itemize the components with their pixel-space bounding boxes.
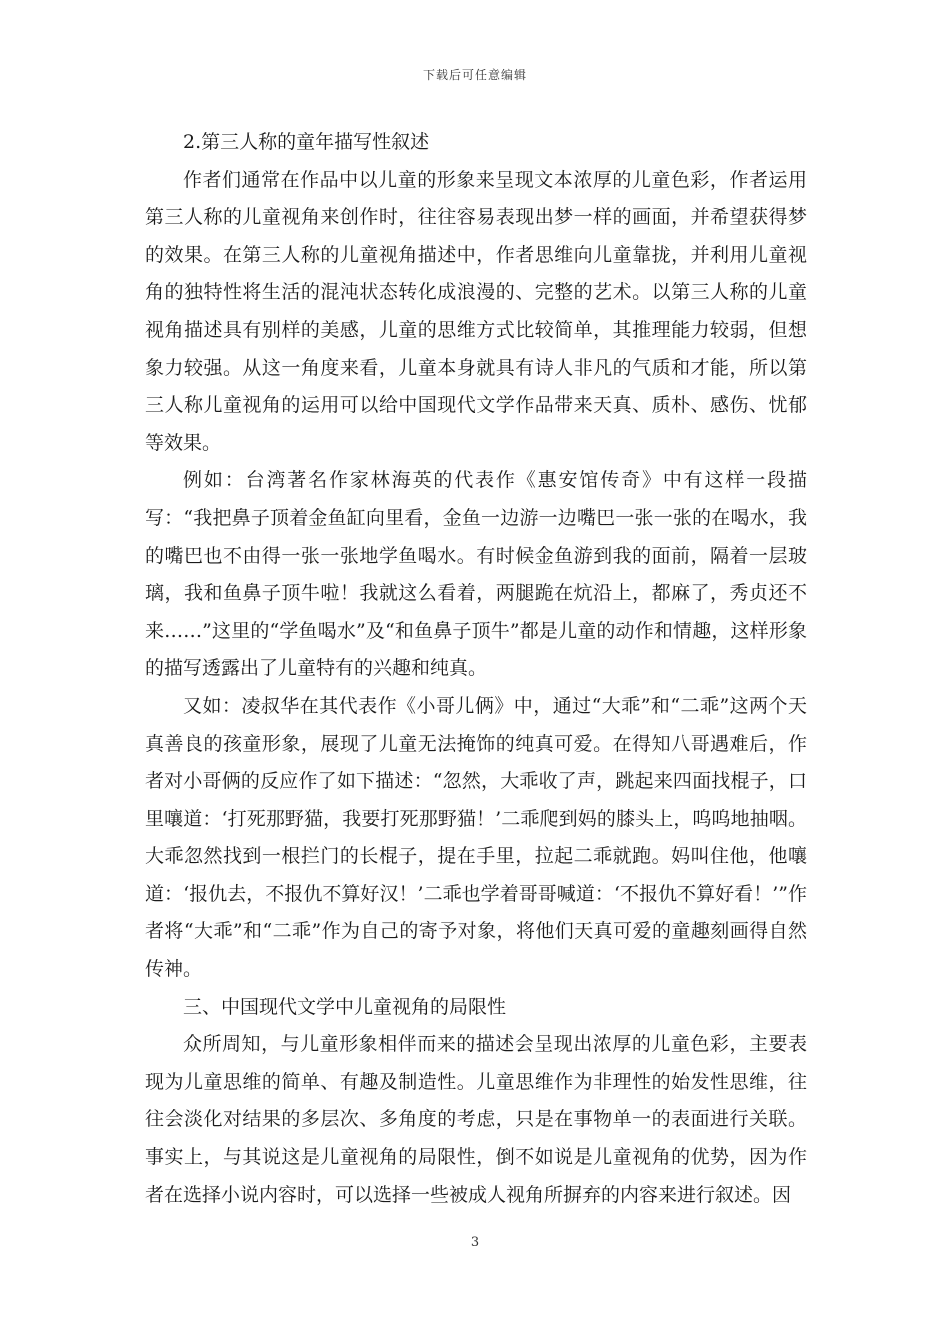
section-heading-limitations: 三、中国现代文学中儿童视角的局限性 xyxy=(183,995,507,1018)
document-body xyxy=(145,124,807,1214)
section-heading-third-person: 2.第三人称的童年描写性叙述 xyxy=(183,131,430,153)
paragraph-limitations: 众所周知，与儿童形象相伴而来的描述会呈现出浓厚的儿童色彩，主要表现为儿童思维的简单、有趣及制造性。儿童思维作为非理性的始发性思维，往往会淡化对结果的多层次、多角度的考虑，只是在事物单一的表面进行关联。事实上，与其说这是儿童视角的局限性，倒不如说是儿童视角的优势，因为作者在选择小说内容时，可以选择一些被成人视角所摒弃的内容来进行叙述。因 xyxy=(145,1033,807,1206)
page-number: 3 xyxy=(470,1235,480,1250)
paragraph-third-person-intro: 作者们通常在作品中以儿童的形象来呈现文本浓厚的儿童色彩，作者运用第三人称的儿童视角来创作时，往往容易表现出梦一样的画面，并希望获得梦的效果。在第三人称的儿童视角描述中，作者思维向儿童靠拢，并利用儿童视角的独特性将生活的混沌状态转化成浪漫的、完整的艺术。以第三人称的儿童视角描述具有别样的美感，儿童的思维方式比较简单，其推理能力较弱，但想象力较强。从这一角度来看，儿童本身就具有诗人非凡的气质和才能，所以第三人称儿童视角的运用可以给中国现代文学作品带来天真、质朴、感伤、忧郁等效果。 xyxy=(145,168,807,454)
page-header: 下载后可任意编辑 xyxy=(422,68,527,82)
paragraph-example-lin-haiying: 例如：台湾著名作家林海英的代表作《惠安馆传奇》中有这样一段描写：“我把鼻子顶着金鱼缸向里看，金鱼一边游一边嘴巴一张一张的在喝水，我的嘴巴也不由得一张一张地学鱼喝水。有时候金鱼游到我的面前，隔着一层玻璃，我和鱼鼻子顶牛啦！我就这么看着，两腿跪在炕沿上，都麻了，秀贞还不来……”这里的“学鱼喝水”及“和鱼鼻子顶牛”都是儿童的动作和情趣，这样形象的描写透露出了儿童特有的兴趣和纯真。 xyxy=(145,469,807,680)
paragraph-example-ling-shuhua: 又如：凌叔华在其代表作《小哥儿俩》中，通过“大乖”和“二乖”这两个天真善良的孩童形象，展现了儿童无法掩饰的纯真可爱。在得知八哥遇难后，作者对小哥俩的反应作了如下描述：“忽然，大乖收了声，跳起来四面找棍子，口里嚷道：‘打死那野猫，我要打死那野猫！’二乖爬到妈的膝头上，呜呜地抽咽。大乖忽然找到一根拦门的长棍子，提在手里，拉起二乖就跑。妈叫住他，他嚷道：‘报仇去，不报仇不算好汉！’二乖也学着哥哥喊道：‘不报仇不算好看！’”作者将“大乖”和“二乖”作为自己的寄予对象，将他们天真可爱的童趣刻画得自然传神。 xyxy=(145,694,807,981)
